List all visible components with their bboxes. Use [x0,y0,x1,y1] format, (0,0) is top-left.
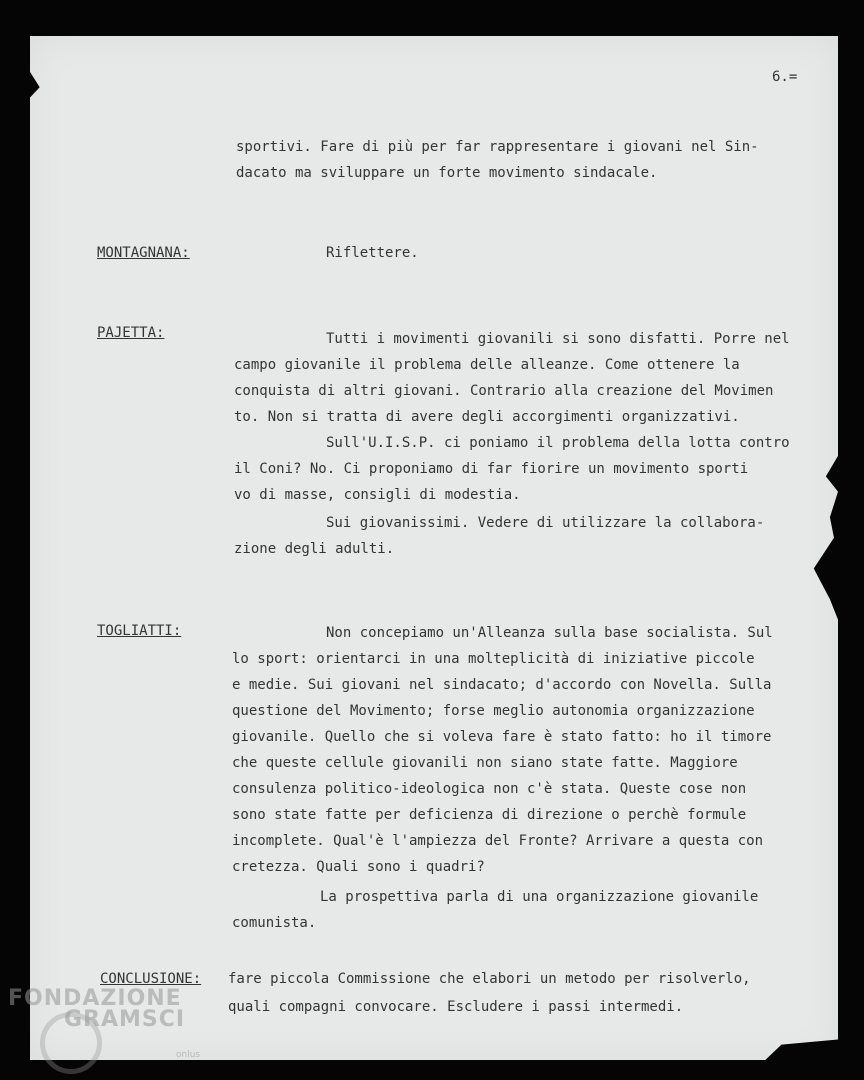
text-line: Non concepiamo un'Alleanza sulla base socialista. Sul [326,625,773,641]
text-line: lo sport: orientarci in una molteplicità di iniziative piccole [232,651,755,667]
text-line: fare piccola Commissione che elabori un metodo per risolverlo, [228,971,751,987]
text-line: consulenza politico-ideologica non c'è stata. Queste cose non [232,781,747,797]
text-line: Sui giovanissimi. Vedere di utilizzare la collabora- [326,515,765,531]
watermark [8,986,185,1032]
speaker-label: CONCLUSIONE: [100,971,202,987]
text-line: che queste cellule giovanili non siano state fatte. Maggiore [232,755,738,771]
text-line: quali compagni convocare. Escludere i passi intermedi. [228,999,684,1015]
speaker-label: MONTAGNANA: [97,245,190,261]
text-line: Riflettere. [326,245,419,261]
text-line: comunista. [232,915,317,931]
speaker-label: PAJETTA: [97,325,165,341]
watermark-line1: FONDAZIONE [8,986,182,1011]
text-line: giovanile. Quello che si voleva fare è stato fatto: ho il timore [232,729,772,745]
text-line: campo giovanile il problema delle alleanze. Come ottenere la [234,357,740,373]
text-line: incomplete. Qual'è l'ampiezza del Fronte? Arrivare a questa con [232,833,764,849]
text-line: il Coni? No. Ci proponiamo di far fiorire un movimento sporti [234,461,749,477]
text-line: dacato ma sviluppare un forte movimento sindacale. [236,165,658,181]
page-number: 6.= [772,69,798,85]
text-line: vo di masse, consigli di modestia. [234,487,521,503]
text-line: sono state fatte per deficienza di direzione o perchè formule [232,807,747,823]
text-line: Sull'U.I.S.P. ci poniamo il problema della lotta contro [326,435,790,451]
watermark-line3: onlus [176,1050,201,1060]
text-line: to. Non si tratta di avere degli accorgimenti organizzativi. [234,409,740,425]
text-line: cretezza. Quali sono i quadri? [232,859,485,875]
watermark-line2: GRAMSCI [64,1007,186,1032]
text-line: conquista di altri giovani. Contrario alla creazione del Movimen [234,383,774,399]
text-line: La prospettiva parla di una organizzazione giovanile [320,889,759,905]
text-line: questione del Movimento; forse meglio autonomia organizzazione [232,703,755,719]
text-line: sportivi. Fare di più per far rappresentare i giovani nel Sin- [236,139,759,155]
text-line: e medie. Sui giovani nel sindacato; d'accordo con Novella. Sulla [232,677,772,693]
text-line: zione degli adulti. [234,541,395,557]
speaker-label: TOGLIATTI: [97,623,182,639]
text-line: Tutti i movimenti giovanili si sono disfatti. Porre nel [326,331,790,347]
